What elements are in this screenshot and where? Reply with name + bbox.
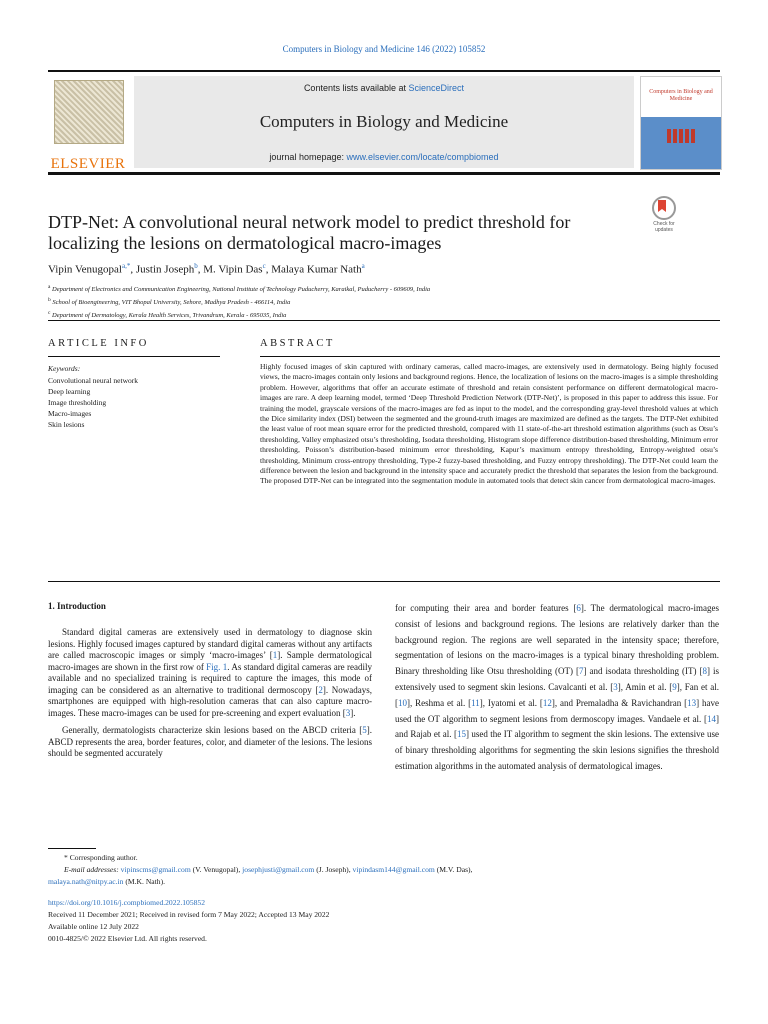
author-affil-marker[interactable]: b <box>194 262 198 270</box>
author-list: Vipin Venugopal$^{a,*}$, Justin Joseph$^b$, M. Vipin Das$^c$, Malaya Kumar Nath$^a$ <box>48 262 365 276</box>
email-addresses: E-mail addresses: vipinscms@gmail.com (V. Venugopal), josephjusti@gmail.com (J. Joseph), vipindasm144@gmail.com (M.V. Das), <box>64 865 473 875</box>
paragraph: Generally, dermatologists characterize skin lesions based on the ABCD criteria [5]. ABCD represents the area, border features, color, and diameter of the lesions. The lesions should be segmented accurately <box>48 725 372 758</box>
abstract-heading: ABSTRACT <box>260 338 335 349</box>
paragraph: Standard digital cameras are extensively used in dermatology to diagnose skin lesions. Highly focused images captured by standard digital cameras without any artifacts are called macroscopic images or simply ‘macro-images’ [1]. Sample dermatological macro-images are shown in the first row of Fig. 1. As standard digital cameras are readily available and no specialized training is required to capture the images, this mode of imaging can be considered as an alternative to traditional dermoscopy [2]. Nowadays, smartphones are equipped with high-resolution cameras that can also capture macro-images. These macro-images can be used for pre-screening and expert evaluation [3]. <box>48 627 373 718</box>
affiliation <box>48 282 708 295</box>
affiliation <box>48 295 708 308</box>
author-name[interactable]: Malaya Kumar Nath <box>271 263 362 276</box>
corresponding-author-note: * Corresponding author. <box>64 853 138 862</box>
keyword: Image thresholding <box>48 398 107 407</box>
doi-link[interactable]: https://doi.org/10.1016/j.compbiomed.2022.105852 <box>48 898 206 907</box>
section-heading-introduction: 1. Introduction <box>48 601 106 611</box>
author-name[interactable]: Vipin Venugopal <box>48 263 122 276</box>
email-link[interactable]: vipinscms@gmail.com <box>120 865 191 875</box>
citation-link[interactable]: 3 <box>613 681 618 692</box>
email-link[interactable]: malaya.nath@nitpy.ac.in <box>48 877 124 887</box>
contents-prefix: Contents lists available at <box>303 83 406 93</box>
footnote-rule <box>48 848 96 849</box>
article-info-heading: ARTICLE INFO <box>48 338 149 349</box>
homepage-line <box>134 152 634 162</box>
article-info-rule <box>48 356 220 357</box>
author-affil-marker[interactable]: a <box>361 262 365 270</box>
sciencedirect-link[interactable]: ScienceDirect <box>408 83 465 93</box>
affiliation-marker: c <box>48 310 51 317</box>
author-name[interactable]: M. Vipin Das <box>203 263 263 276</box>
intro-column-right: for computing their area and border features [6]. The dermatological macro-images consist of lesions and background regions. The lesions are relatively darker than the background region. The regions are well separated in the intensity space; therefore, segmentation of lesions on the macro-images is a typical binary thresholding problem. Binary thresholding like Otsu thresholding (OT) [7] and isodata thresholding (IT) [8] is extensively used to segment skin lesions. Cavalcanti et al. [3], Amin et al. [9], Fan et al. [10], Reshma et al. [11], Iyatomi et al. [12], and Premaladha & Ravichandran [13] have used the OT algorithm to segment lesions from dermoscopy images. Vandaele et al. [14] and Rajab et al. [15] used the IT algorithm to segment the skin lesions. The extensive use of binary thresholding algorithms for segmenting the skin lesions signifies the threshold estimation algorithms in the automated analysis of dermatological images. <box>395 603 720 771</box>
affiliations <box>48 282 708 321</box>
masthead-rule <box>48 172 720 175</box>
keyword: Deep learning <box>48 387 91 396</box>
author-affil-marker[interactable]: c <box>262 262 266 270</box>
homepage-prefix: journal homepage: <box>269 152 344 162</box>
elsevier-tree-icon <box>54 80 124 144</box>
author-affil-marker[interactable]: a,* <box>122 262 131 270</box>
abstract-text: Highly focused images of skin captured with ordinary cameras, called macro-images, are extensively used in dermatology. Being highly focused views, the macro-images contain only lesions and background regions. Hence, the localization of lesions on the macro-images is a simple thresholding problem. However, algorithms that offer an accurate estimate of threshold and retain consistent performance on different dermatological macro-images are rare. A deep learning model, termed ‘Deep Threshold Prediction Network (DTP-Net)’, is proposed in this paper to address this issue. For training the model, grayscale versions of the macro-images are fed as input to the model, and the corresponding gray-level threshold values at which the Dice similarity index (DSI) between the segmented and the ground-truth images are maximized are defined as the targets. The DTP-Net exhibited the least value of root mean square error for the predicted threshold, compared with 11 state-of-the-art threshold estimation algorithms (such as Otsu’s thresholding, Valley emphasized otsu’s thresholding, Isodata thresholding, Histogram slope difference distribution-based thresholding, Minimum error thresholding, Poisson’s distribution-based minimum error thresholding, Kapur’s maximum entropy thresholding, Entropy-weighted otsu’s thresholding, Minimum cross-entropy thresholding, Type-2 fuzzy-based thresholding, and Fuzzy entropy thresholding). The DTP-Net could learn the difference between the lesion and background in the intensity space and accurately predict the threshold that separates the lesion from the background. The proposed DTP-Net can be integrated into the segmentation module in automated tools that detect skin cancer from dermatological macro-images. <box>260 362 718 486</box>
email-link[interactable]: josephjusti@gmail.com <box>242 865 315 875</box>
email-link[interactable]: vipindasm144@gmail.com <box>352 865 435 875</box>
keywords-list <box>48 375 138 430</box>
citation-link[interactable]: 12 <box>542 697 552 708</box>
copyright: 0010-4825/© 2022 Elsevier Ltd. All rights reserved. <box>48 934 207 943</box>
bookmark-icon <box>652 196 676 220</box>
keyword: Convolutional neural network <box>48 376 138 385</box>
citation-link[interactable]: 11 <box>471 697 480 708</box>
abstract-bottom-rule <box>48 581 720 582</box>
cover-graphic <box>667 129 695 143</box>
footnotes <box>48 852 720 889</box>
author-name[interactable]: Justin Joseph <box>135 263 195 276</box>
citation-link[interactable]: 5 <box>362 725 367 735</box>
received-dates: Received 11 December 2021; Received in revised form 7 May 2022; Accepted 13 May 2022 <box>48 910 330 919</box>
contents-line <box>134 83 634 93</box>
citation-link[interactable]: 1 <box>272 650 278 660</box>
citation-link[interactable]: 13 <box>687 697 697 708</box>
citation-link[interactable]: 10 <box>398 697 407 708</box>
intro-column-left <box>48 627 372 766</box>
affiliation-marker: a <box>48 284 51 290</box>
citation-link[interactable]: 8 <box>702 666 707 677</box>
article-title: DTP-Net: A convolutional neural network model to predict threshold for localizing the lesions on dermatological macro-images <box>48 212 571 253</box>
check-for-updates-badge[interactable] <box>647 196 681 233</box>
affiliation-text: Department of Dermatology, Kerala Health Services, Trivandrum, Kerala - 695035, India <box>52 312 287 320</box>
figure-link[interactable]: Fig. 1 <box>206 661 228 672</box>
elsevier-logo[interactable] <box>48 76 128 172</box>
journal-masthead <box>48 70 720 172</box>
citation-link[interactable]: 9 <box>672 681 677 692</box>
homepage-link[interactable]: www.elsevier.com/locate/compbiomed <box>346 152 499 162</box>
citation-link[interactable]: 2 <box>318 684 323 695</box>
cover-title: Computers in Biology and Medicine <box>649 89 713 102</box>
citation-link[interactable]: 15 <box>456 729 466 740</box>
journal-cover-thumbnail[interactable] <box>640 76 722 170</box>
affiliation-text: School of Bioengineering, VIT Bhopal University, Sehore, Madhya Pradesh - 466114, India <box>52 299 291 307</box>
keyword: Skin lesions <box>48 420 85 429</box>
abstract-rule <box>260 356 720 357</box>
masthead-banner <box>134 76 634 168</box>
citation-link[interactable]: 14 <box>707 713 716 724</box>
publisher-name: ELSEVIER <box>50 156 126 172</box>
journal-title: Computers in Biology and Medicine <box>259 112 509 131</box>
badge-label: Check for updates <box>653 221 675 233</box>
affiliation-marker: b <box>48 297 51 304</box>
cover-image <box>641 117 721 169</box>
citation-link[interactable]: 6 <box>576 603 581 613</box>
available-online: Available online 12 July 2022 <box>48 922 139 931</box>
affiliation-text: Department of Electronics and Communication Engineering, National Institute of Technology Puducherry, Karaikal, Puducherry - 609609, India <box>52 286 431 294</box>
article-meta <box>48 897 720 945</box>
keyword: Macro-images <box>48 409 92 418</box>
email-addresses-cont: malaya.nath@nitpy.ac.in (M.K. Nath). <box>48 877 166 887</box>
citation-link[interactable]: 7 <box>579 666 584 677</box>
keywords-label: Keywords: <box>48 364 81 373</box>
citation-link[interactable]: 3 <box>345 707 351 718</box>
affiliation-divider <box>48 320 720 321</box>
journal-reference[interactable]: Computers in Biology and Medicine 146 (2022) 105852 <box>282 44 486 54</box>
